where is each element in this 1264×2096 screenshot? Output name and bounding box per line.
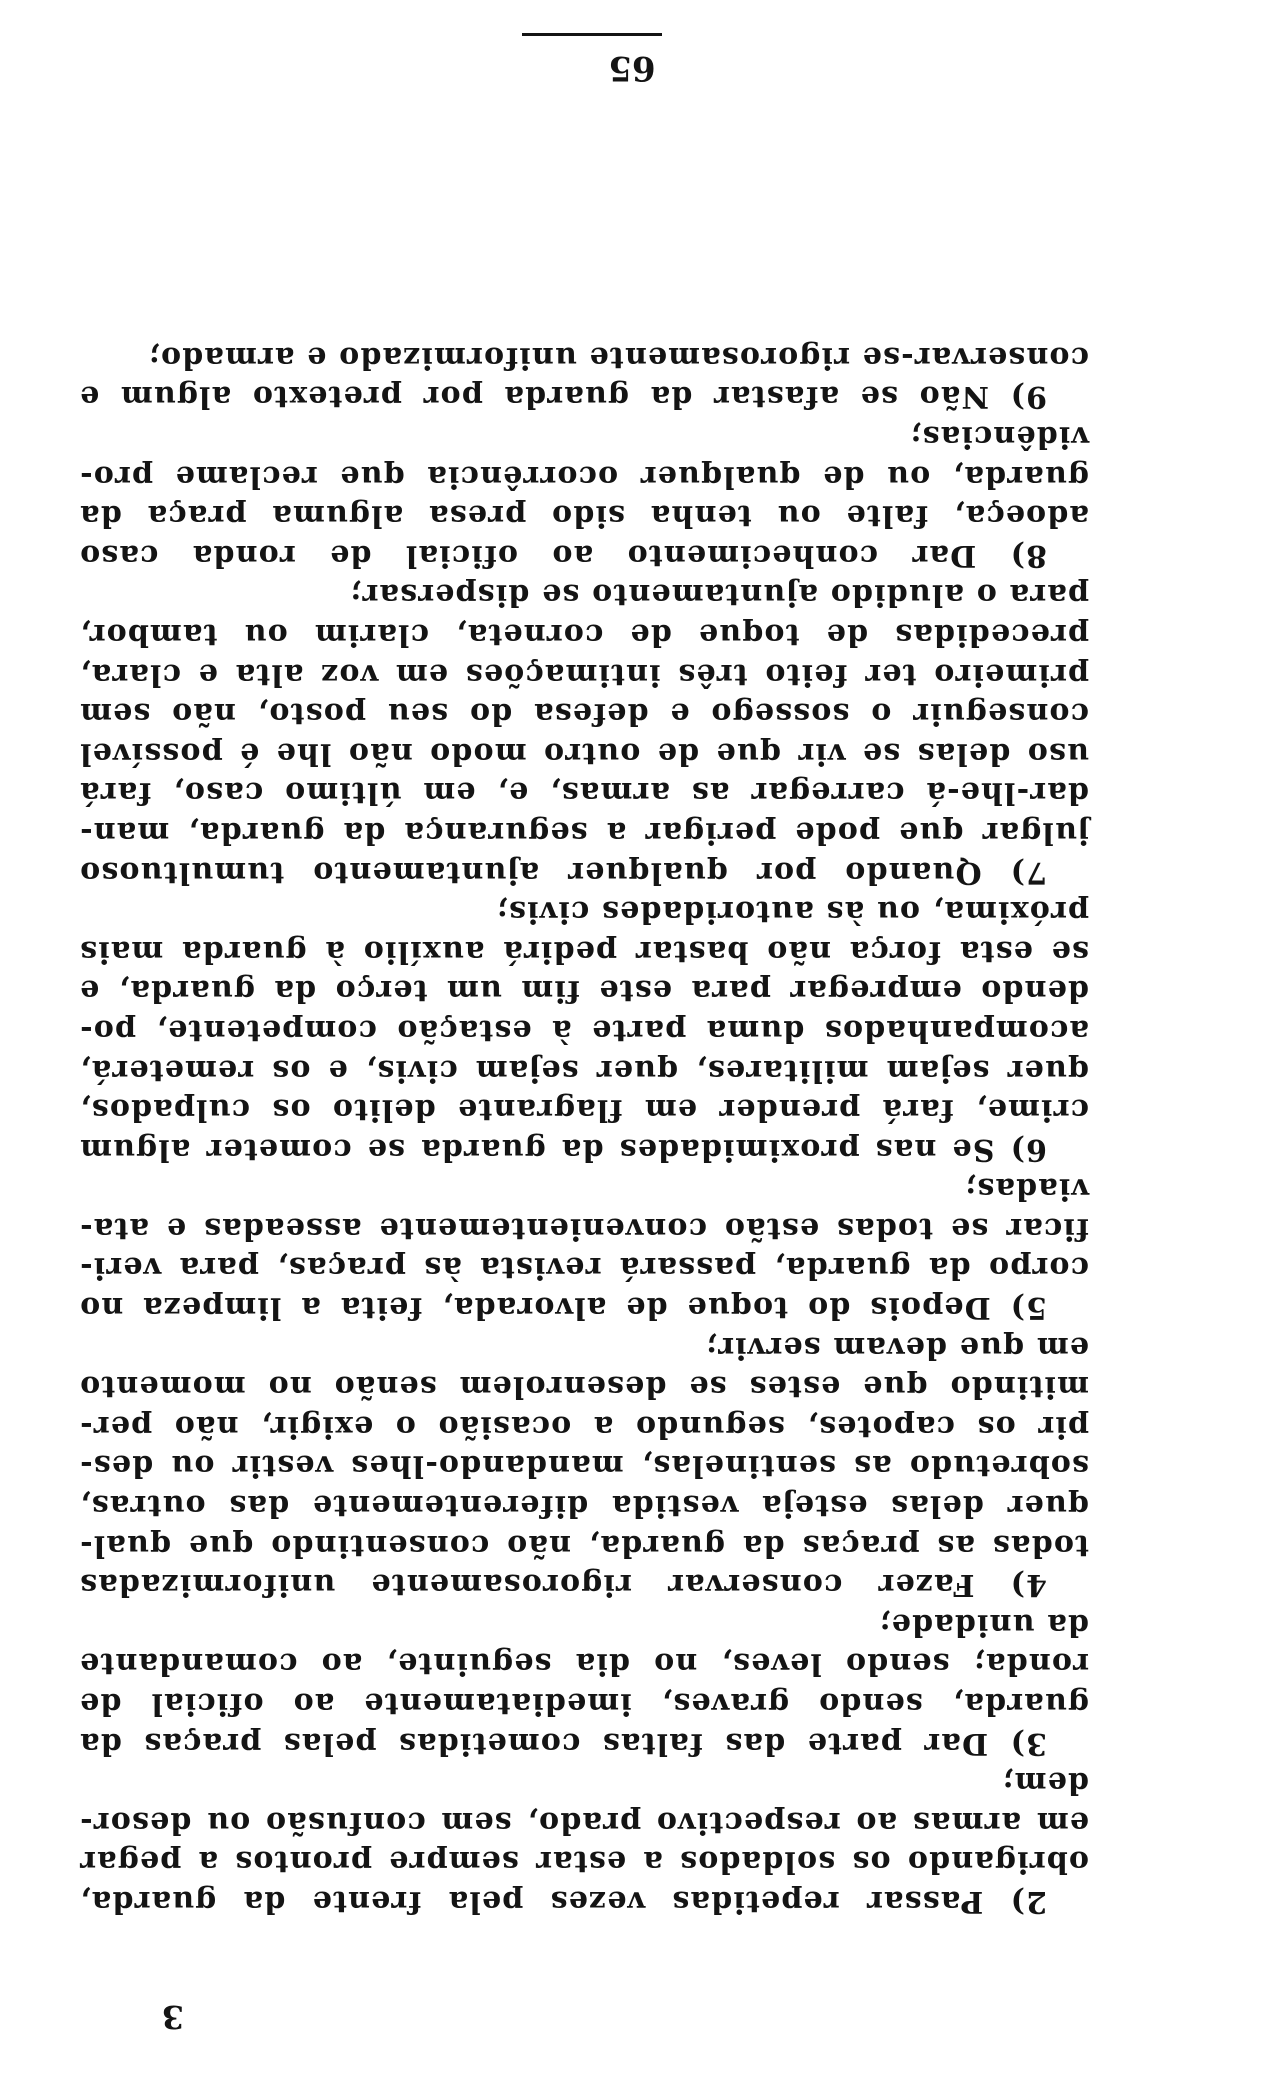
text-line: precedidas de toque de corneta, clarim ou tambor, bbox=[79, 617, 1089, 652]
text-line: 3) Dar parte das faltas cometidas pelas praças da bbox=[79, 1725, 1047, 1761]
page-number: 65 bbox=[608, 48, 656, 88]
text-line: para o aludido ajuntamento se dispersar; bbox=[349, 577, 1089, 613]
text-line: conservar-se rigorosamente uniformizado e armado; bbox=[147, 339, 1089, 375]
text-line: quer sejam militares, quer sejam civis, e os remeterá, bbox=[79, 1052, 1089, 1088]
text-line: próxima, ou às autoridades civis; bbox=[495, 894, 1089, 930]
text-line: 6) Se nas proximidades da guarda se cometer algum bbox=[79, 1131, 1047, 1167]
text-line: ronda; sendo leves, no dia seguinte, ao comandante bbox=[79, 1646, 1089, 1682]
text-line: 9) Não se afastar da guarda por pretexto algum e bbox=[79, 379, 1047, 415]
text-line: guarda, sendo graves, imediatamente ao oficial de bbox=[79, 1686, 1089, 1722]
text-line: da unidade; bbox=[878, 1606, 1089, 1642]
text-line: 7) Quando por qualquer ajuntamento tumultuoso bbox=[79, 854, 1047, 890]
text-line: todas as praças da guarda, não consentindo que qual- bbox=[79, 1527, 1089, 1563]
page-number-rule bbox=[522, 33, 662, 36]
text-line: 2) Passar repetidas vezes pela frente da guarda, bbox=[79, 1884, 1047, 1919]
text-line: crime, fará prender em flagrante delito os culpados, bbox=[79, 1092, 1089, 1128]
text-line: adoeça, falte ou tenha sido presa alguma praça da bbox=[79, 498, 1089, 534]
text-line: vidências; bbox=[909, 419, 1089, 455]
text-line: sobretudo as sentinelas, mandando-lhes vestir ou des- bbox=[79, 1448, 1089, 1484]
signature-mark: 3 bbox=[161, 1998, 184, 2036]
text-line: mitindo que estes se desenrolem senão no momento bbox=[79, 1369, 1089, 1405]
text-line: 5) Depois do toque de alvorada, feita a limpeza no bbox=[79, 1290, 1047, 1326]
text-line: dem; bbox=[1001, 1765, 1089, 1801]
text-line: ficar se todas estão convenientemente asseadas e ata- bbox=[79, 1210, 1089, 1246]
text-line: acompanhados duma parte à estação competente, po- bbox=[79, 1012, 1089, 1048]
text-line: em armas ao respectivo prado, sem confusão ou desor- bbox=[79, 1804, 1089, 1840]
text-line: em que devam servir; bbox=[704, 1329, 1089, 1365]
text-line: 4) Fazer conservar rigorosamente uniformizadas bbox=[79, 1567, 1047, 1603]
page-body-text bbox=[79, 337, 1089, 1921]
text-line: se esta força não bastar pedirá auxílio à guarda mais bbox=[79, 933, 1089, 969]
text-line: dendo empregar para este fim um terço da guarda, e bbox=[79, 973, 1089, 1009]
text-line: 8) Dar conhecimento ao oficial de ronda caso bbox=[79, 537, 1047, 573]
text-line: pir os capotes, segundo a ocasião o exigir, não per- bbox=[79, 1408, 1089, 1444]
text-line: conseguir o sossego e defesa do seu posto, não sem bbox=[79, 696, 1089, 732]
text-line: obrigando os soldados a estar sempre prontos a pegar bbox=[79, 1844, 1089, 1880]
text-line: dar-lhe-á carregar as armas, e, em último caso, fará bbox=[79, 775, 1089, 811]
text-line: uso delas se vir que de outro modo não lhe é possível bbox=[79, 735, 1089, 771]
text-line: primeiro ter feito três intimações em voz alta e clara, bbox=[79, 656, 1089, 692]
text-line: viadas; bbox=[963, 1171, 1089, 1207]
text-line: guarda, ou de qualquer ocorrência que reclame pro- bbox=[79, 458, 1089, 494]
text-line: corpo da guarda, passará revista às praças, para veri- bbox=[79, 1250, 1089, 1286]
text-line: julgar que pode perigar a segurança da guarda, man- bbox=[79, 814, 1089, 850]
text-line: quer delas esteja vestida diferentemente das outras, bbox=[79, 1488, 1089, 1524]
